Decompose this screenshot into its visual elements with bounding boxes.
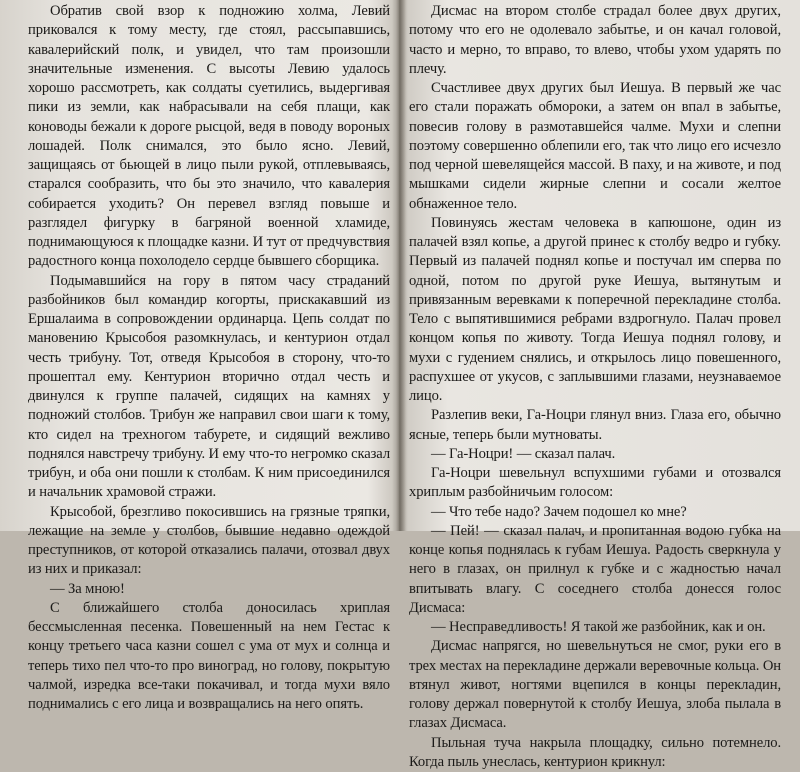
- left-page: [28, 2, 390, 531]
- dialogue-line: — Что тебе надо? Зачем подошел ко мне?: [409, 503, 781, 522]
- paragraph: С ближайшего столба доносилась хриплая бессмысленная песенка. Повешенный на нем Гестас к концу третьего часа казни сошел с ума от мух и солнца и теперь тихо пел что-то про виноград, но голову, покрытую чалмой, изредка все-таки покачивал, и тогда мухи вяло поднимались с его лица и возвращались на него опять.: [28, 599, 390, 715]
- paragraph: Крысобой, брезгливо покосившись на грязные тряпки, лежащие на земле у столбов, бывшие недавно одеждой преступников, от которой отказались палачи, отозвал двух из них и приказал:: [28, 503, 390, 580]
- paragraph: Счастливее двух других был Иешуа. В первый же час его стали поражать обмороки, а затем он впал в забытье, повесив голову в размотавшейся чалме. Мухи и слепни поэтому совершенно облепили его, так что лицо его исчезло под черной шевелящейся массой. В паху, и на животе, и под мышками сидели жирные слепни и сосали желтое обнаженное тело.: [409, 79, 781, 214]
- paragraph: Пыльная туча накрыла площадку, сильно потемнело. Когда пыль унеслась, кентурион крикнул:: [409, 734, 781, 772]
- paragraph: Подымавшийся на гору в пятом часу страданий разбойников был командир когорты, прискакавший из Ершалаима в сопровождении ординарца. Цепь солдат по мановению Крысобоя разомкнулась, и кентурион отдал честь трибуну. Тот, отведя Крысобоя в сторону, что-то прошептал ему. Кентурион вторично отдал честь и двинулся к группе палачей, сидящих на камнях у подножий столбов. Трибун же направил свои шаги к тому, кто сидел на трехногом табурете, и сидящий вежливо поднялся навстречу трибуну. И ему что-то негромко сказал трибун, и оба они пошли к столбам. К ним присоединился и начальник храмовой стражи.: [28, 272, 390, 503]
- paragraph: Обратив свой взор к подножию холма, Левий приковался к тому месту, где стоял, рассыпавшись, кавалерийский полк, и увидел, что там произошли значительные изменения. С высоты Левию удалось хорошо рассмотреть, как солдаты суетились, выдергивая пики из земли, как набрасывали на себя плащи, как коноводы бежали к дороге рысцой, ведя в поводу вороных лошадей. Полк снимался, это было ясно. Левий, защищаясь от бьющей в лицо пыли рукой, отплевываясь, старался сообразить, что бы это значило, что кавалерия собирается уходить? Он перевел взгляд повыше и разглядел фигурку в багряной военной хламиде, поднимающуюся к площадке казни. И тут от предчувствия радостного конца похолодело сердце бывшего сборщика.: [28, 2, 390, 272]
- right-page: [409, 2, 781, 531]
- paragraph: Дисмас на втором столбе страдал более двух других, потому что его не одолевало забытье, и он качал головой, часто и мерно, то вправо, то влево, чтобы ухом ударять по плечу.: [409, 2, 781, 79]
- paragraph: Разлепив веки, Га-Ноцри глянул вниз. Глаза его, обычно ясные, теперь были мутноваты.: [409, 406, 781, 445]
- paragraph: Дисмас напрягся, но шевельнуться не смог, руки его в трех местах на перекладине держали веревочные кольца. Он втянул живот, ногтями вцепился в концы перекладин, голову держал повернутой к столбу Иешуа, злоба пылала в глазах Дисмаса.: [409, 637, 781, 733]
- dialogue-line: — Га-Ноцри! — сказал палач.: [409, 445, 781, 464]
- paragraph: — Пей! — сказал палач, и пропитанная водою губка на конце копья поднялась к губам Иешуа. Радость сверкнула у него в глазах, он прилнул к губке и с жадностью начал впитывать влагу. С соседнего столба донесся голос Дисмаса:: [409, 522, 781, 618]
- paragraph: Га-Ноцри шевельнул вспухшими губами и отозвался хриплым разбойничьим голосом:: [409, 464, 781, 503]
- paragraph: Повинуясь жестам человека в капюшоне, один из палачей взял копье, а другой принес к столбу ведро и губку. Первый из палачей поднял копье и постучал им сперва по одной, потом по другой руке Иешуа, вытянутым и привязанным веревками к поперечной перекладине столба. Тело с выпятившимися ребрами вздрогнуло. Палач провел концом копья по животу. Тогда Иешуа поднял голову, и мухи с гудением снялись, и открылось лицо повешенного, распухшее от укусов, с заплывшими глазами, неузнаваемое лицо.: [409, 214, 781, 407]
- dialogue-line: — За мною!: [28, 580, 390, 599]
- book-gutter: [392, 0, 406, 531]
- dialogue-line: — Несправедливость! Я такой же разбойник, как и он.: [409, 618, 781, 637]
